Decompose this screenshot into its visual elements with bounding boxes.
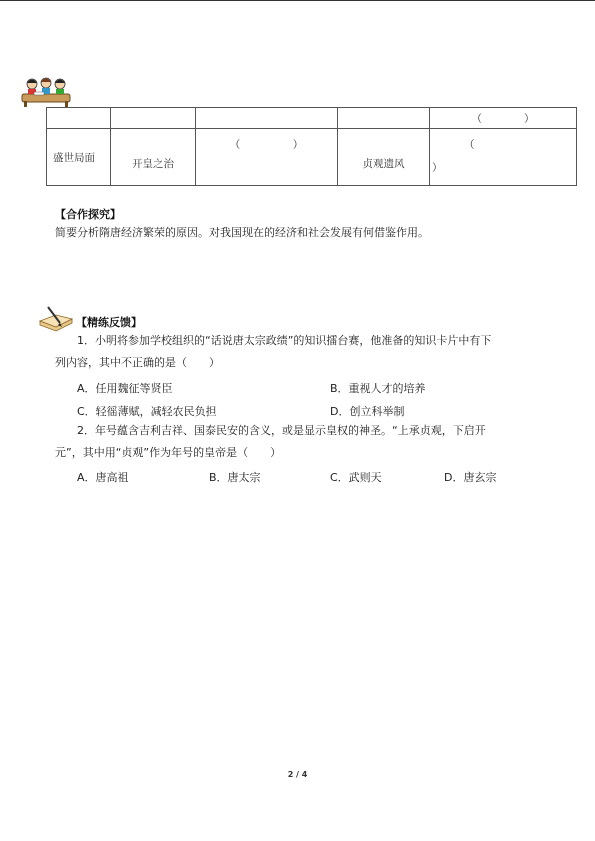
era-name: 开皇之治 — [111, 129, 196, 186]
students-classroom-icon — [20, 74, 72, 108]
row-label: 盛世局面 — [47, 129, 111, 186]
q2-stem-line2: 元”，其中用“贞观”作为年号的皇帝是（ ） — [55, 446, 282, 459]
q1-option-d[interactable]: D．创立科举制 — [330, 405, 405, 418]
q2-option-c[interactable]: C．武则天 — [330, 471, 382, 484]
answer-blank[interactable]: （ ） — [196, 129, 338, 186]
coop-question: 简要分析隋唐经济繁荣的原因。对我国现在的经济和社会发展有何借鉴作用。 — [55, 226, 429, 239]
q1-option-a[interactable]: A．任用魏征等贤臣 — [77, 382, 173, 395]
q2-option-d[interactable]: D．唐玄宗 — [444, 471, 497, 484]
coop-section-title: 【合作探究】 — [55, 208, 121, 221]
paren-open: （ — [464, 139, 475, 151]
answer-blank[interactable]: （ ） — [430, 108, 577, 129]
table-row — [47, 108, 577, 129]
q2-option-a[interactable]: A．唐高祖 — [77, 471, 129, 484]
history-table — [46, 107, 577, 186]
table-cell — [196, 108, 338, 129]
q1-option-b[interactable]: B．重视人才的培养 — [330, 382, 426, 395]
era-name: 贞观遗风 — [338, 129, 430, 186]
answer-blank[interactable] — [430, 129, 577, 186]
q1-option-c[interactable]: C．轻徭薄赋，减轻农民负担 — [77, 405, 217, 418]
table-cell — [338, 108, 430, 129]
book-pen-icon — [38, 305, 74, 333]
table-row — [47, 129, 577, 186]
paren-close: ） — [432, 162, 443, 174]
practice-section-title: 【精练反馈】 — [76, 316, 142, 329]
q1-stem-line1: 1．小明将参加学校组织的“话说唐太宗政绩”的知识擂台赛，他准备的知识卡片中有下 — [77, 334, 492, 347]
top-rule — [0, 0, 595, 1]
q2-stem-line1: 2．年号蕴含吉利吉祥、国泰民安的含义，或是显示皇权的神圣。“上承贞观，下启开 — [77, 424, 486, 437]
page-number: 2 / 4 — [287, 770, 308, 779]
table-cell — [47, 108, 111, 129]
table-cell — [111, 108, 196, 129]
q2-option-b[interactable]: B．唐太宗 — [209, 471, 261, 484]
q1-stem-line2: 列内容，其中不正确的是（ ） — [55, 356, 220, 369]
